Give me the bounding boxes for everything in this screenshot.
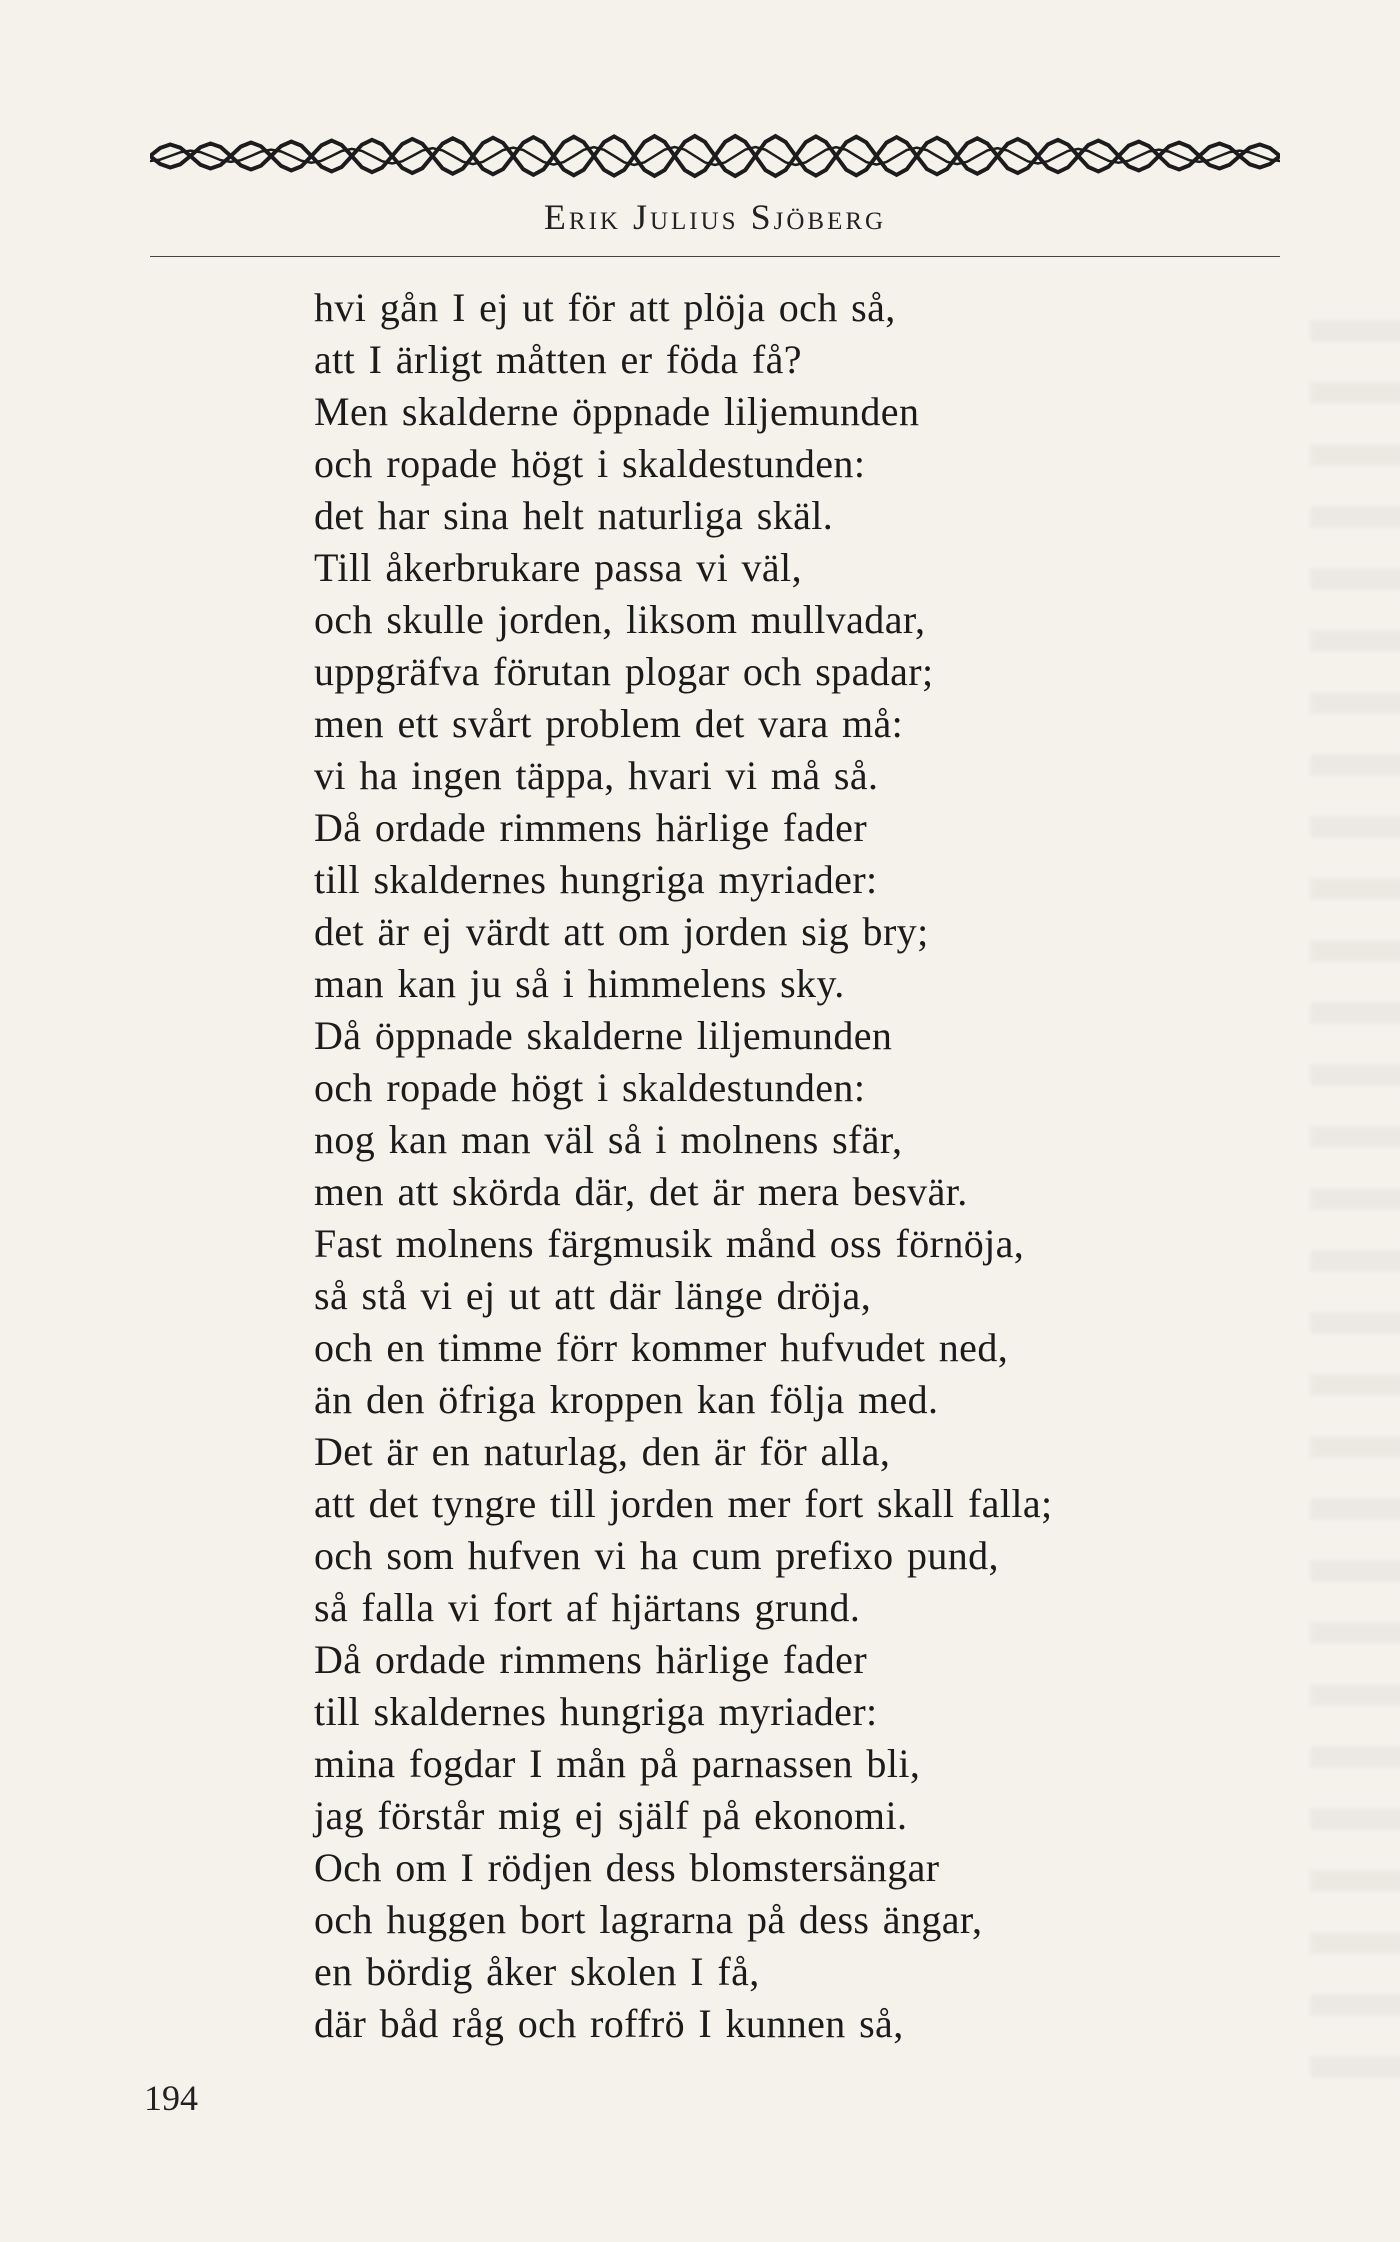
poem-line: en bördig åker skolen I få,: [314, 1949, 760, 1994]
poem-line: och ropade högt i skaldestunden:: [314, 441, 866, 486]
poem-line: så stå vi ej ut att där länge dröja,: [314, 1273, 872, 1318]
poem-line: och en timme förr kommer hufvudet ned,: [314, 1325, 1009, 1370]
header-rule: [150, 256, 1280, 257]
poem-line: det är ej värdt att om jorden sig bry;: [314, 909, 929, 954]
poem-line: till skaldernes hungriga myriader:: [314, 857, 878, 902]
poem-line: än den öfriga kroppen kan följa med.: [314, 1377, 939, 1422]
poem-line: vi ha ingen täppa, hvari vi må så.: [314, 753, 879, 798]
poem-line: Då ordade rimmens härlige fader: [314, 1637, 868, 1682]
poem-line: Det är en naturlag, den är för alla,: [314, 1429, 891, 1474]
poem-line: det har sina helt naturliga skäl.: [314, 493, 834, 538]
page-number: 194: [144, 2078, 198, 2118]
poem-line: där båd råg och roffrö I kunnen så,: [314, 2001, 904, 2046]
braided-vine-ornament-icon: [150, 128, 1280, 184]
poem-line: man kan ju så i himmelens sky.: [314, 961, 845, 1006]
poem-line: och ropade högt i skaldestunden:: [314, 1065, 866, 1110]
poem-line: och som hufven vi ha cum prefixo pund,: [314, 1533, 999, 1578]
poem-line: Fast molnens färgmusik månd oss förnöja,: [314, 1221, 1025, 1266]
poem-line: Då ordade rimmens härlige fader: [314, 805, 868, 850]
running-head-author: Erik Julius Sjöberg: [543, 197, 887, 237]
poem-text: [314, 282, 1214, 2050]
poem-line: mina fogdar I mån på parnassen bli,: [314, 1741, 921, 1786]
poem-line: Då öppnade skalderne liljemunden: [314, 1013, 893, 1058]
poem-line: Till åkerbrukare passa vi väl,: [314, 545, 802, 590]
poem-line: att det tyngre till jorden mer fort skall falla;: [314, 1481, 1053, 1526]
poem-line: jag förstår mig ej själf på ekonomi.: [314, 1793, 908, 1838]
poem-line: att I ärligt måtten er föda få?: [314, 337, 802, 382]
poem-line: Och om I rödjen dess blomstersängar: [314, 1845, 940, 1890]
poem-line: till skaldernes hungriga myriader:: [314, 1689, 878, 1734]
poem-line: men att skörda där, det är mera besvär.: [314, 1169, 968, 1214]
poem-line: och huggen bort lagrarna på dess ängar,: [314, 1897, 983, 1942]
facing-page-show-through: [1310, 280, 1400, 2080]
poem-line: så falla vi fort af hjärtans grund.: [314, 1585, 861, 1630]
poem-line: och skulle jorden, liksom mullvadar,: [314, 597, 926, 642]
poem-line: uppgräfva förutan plogar och spadar;: [314, 649, 934, 694]
poem-line: hvi gån I ej ut för att plöja och så,: [314, 285, 896, 330]
poem-line: men ett svårt problem det vara må:: [314, 701, 904, 746]
poem-line: nog kan man väl så i molnens sfär,: [314, 1117, 903, 1162]
poem-line: Men skalderne öppnade liljemunden: [314, 389, 920, 434]
